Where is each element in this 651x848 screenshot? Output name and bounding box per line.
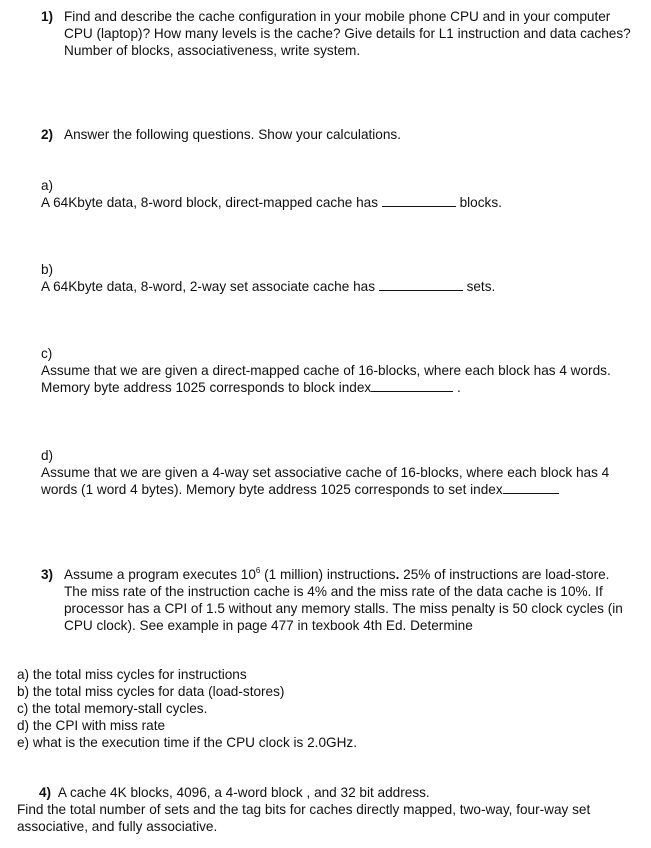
question-3-text-post: 25% of instructions are load-store. The miss rate of the instruction cache is 4% and the miss rate of the data cache is 10%. If processor has a CPI of 1.5 without any memory stalls. The miss penalty is 50 clock cycles (in CPU clock). See example in page 477 in texbook 4th Ed. Determine — [64, 567, 623, 633]
question-4-text: Find the total number of sets and the tag bits for caches directly mapped, two-way, four-way set associative, and fully associative. — [17, 802, 591, 834]
question-2c-text: Assume that we are given a direct-mapped cache of 16-blocks, where each block has 4 words. Memory byte address 1025 corresponds to block index — [41, 363, 611, 395]
question-4-number: 4) — [39, 785, 52, 800]
question-2c-answer-blank[interactable] — [371, 380, 453, 392]
question-1-text: Find and describe the cache configuration in your mobile phone CPU and in your computer CPU (laptop)? How many levels is the cache? Give details for L1 instruction and data caches? Number of blocks, associativeness, write system. — [64, 9, 631, 58]
question-3-text — [64, 566, 631, 634]
question-2b-answer-blank[interactable] — [379, 279, 463, 291]
question-3-items — [17, 666, 617, 751]
question-3-text-bold: . — [395, 567, 400, 582]
question-2c — [41, 345, 621, 396]
question-2d — [41, 447, 621, 498]
question-2d-text: Assume that we are given a 4-way set associative cache of 16-blocks, where each block has 4 words (1 word 4 bytes). Memory byte address 1025 corresponds to set index — [41, 465, 610, 497]
list-item: c) the total memory-stall cycles. — [17, 701, 208, 716]
question-2a-label: a) — [41, 178, 54, 193]
question-2a-unit: blocks. — [459, 195, 502, 210]
question-4 — [17, 784, 637, 835]
question-2-text: Answer the following questions. Show your calculations. — [64, 127, 402, 142]
question-2d-answer-blank[interactable] — [503, 482, 559, 494]
question-2b — [41, 261, 616, 295]
question-2a-text: A 64Kbyte data, 8-word block, direct-mapped cache has — [41, 195, 379, 210]
question-2 — [41, 126, 641, 143]
question-3-text-mid: (1 million) instructions — [260, 567, 396, 582]
question-2a — [41, 177, 616, 211]
question-2-number: 2) — [41, 127, 54, 142]
list-item: a) the total miss cycles for instructions — [17, 667, 247, 682]
question-3-text-pre: Assume a program executes 10 — [64, 567, 256, 582]
list-item: e) what is the execution time if the CPU clock is 2.0GHz. — [17, 735, 357, 750]
list-item: d) the CPI with miss rate — [17, 718, 166, 733]
question-2c-label: c) — [41, 346, 53, 361]
question-2a-answer-blank[interactable] — [382, 195, 456, 207]
question-2b-label: b) — [41, 262, 54, 277]
question-2c-body — [41, 362, 621, 396]
question-1-number: 1) — [41, 9, 54, 24]
question-2b-text: A 64Kbyte data, 8-word, 2-way set associate cache has — [41, 279, 375, 294]
question-1 — [41, 8, 641, 59]
question-2d-label: d) — [41, 448, 54, 463]
question-2d-body — [41, 464, 621, 498]
question-2c-period: . — [456, 380, 461, 395]
question-2b-unit: sets. — [466, 279, 496, 294]
list-item: b) the total miss cycles for data (load-stores) — [17, 684, 285, 699]
question-4-heading-line — [39, 784, 637, 801]
question-3-exponent: 6 — [255, 566, 261, 575]
question-4-heading: A cache 4K blocks, 4096, a 4-word block , and 32 bit address. — [57, 785, 430, 800]
question-3-number: 3) — [41, 567, 54, 582]
question-2a-line — [41, 194, 616, 211]
question-3 — [41, 566, 631, 634]
question-2b-line — [41, 278, 616, 295]
